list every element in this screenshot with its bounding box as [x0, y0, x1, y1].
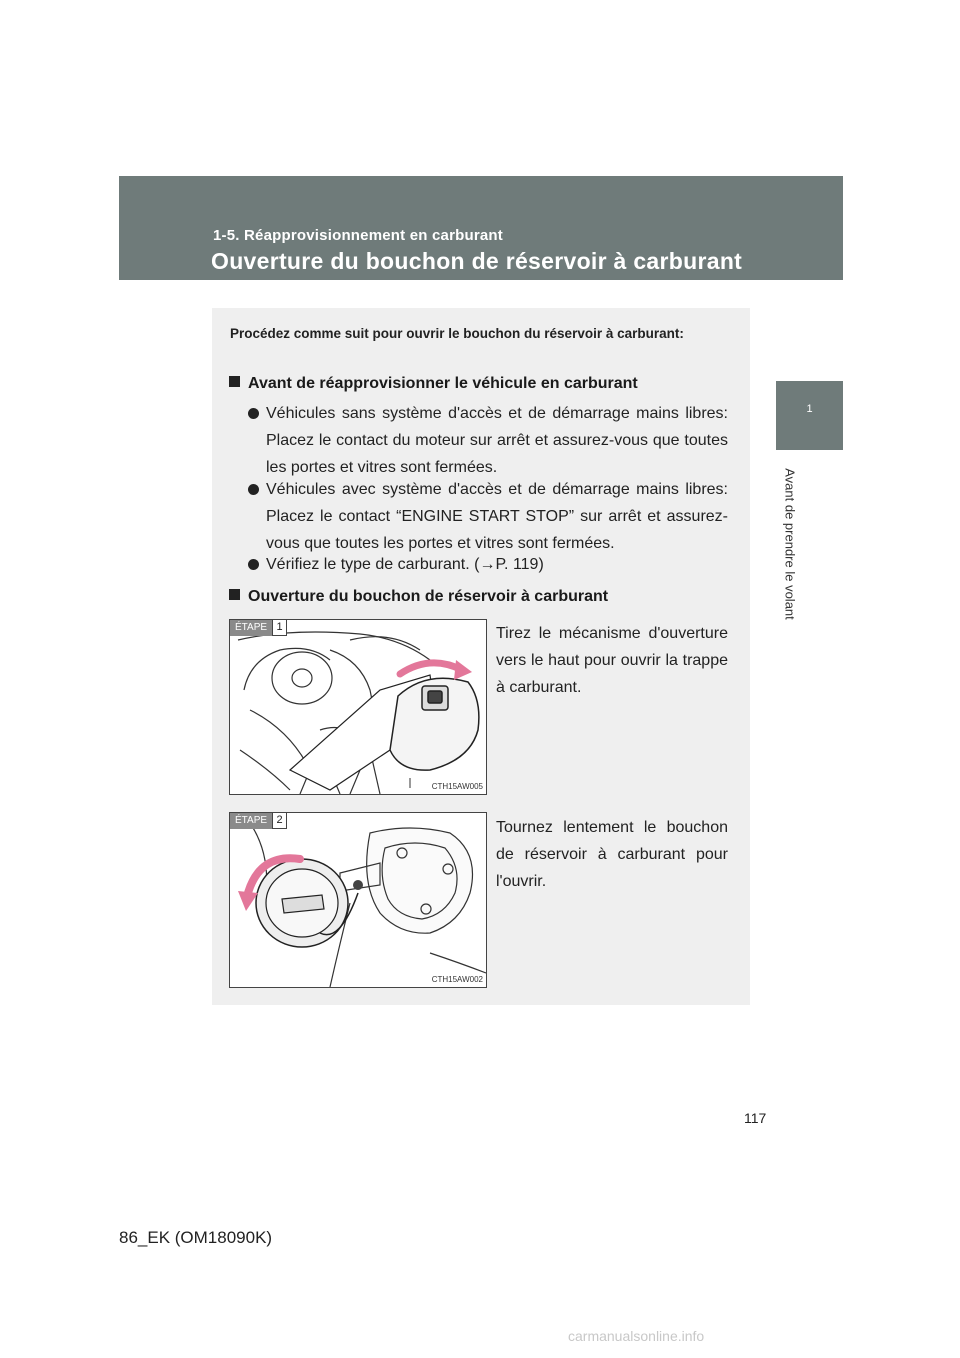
step1-figure-code: CTH15AW005: [431, 782, 483, 791]
section2-heading: [229, 588, 608, 606]
bullet-text: Vérifiez le type de carburant. (→P. 119): [266, 556, 544, 573]
step1-text: Tirez le mécanisme d'ouverture vers le haut pour ouvrir la trappe à carburant.: [496, 625, 728, 696]
bullet-text: Véhicules sans système d'accès et de démarrage mains libres: Placez le contact du moteur sur arrêt et assurez-vous que toutes les portes et vitres sont fermées.: [266, 405, 728, 476]
car-interior-illustration: [230, 620, 486, 794]
chapter-side-label: [772, 458, 808, 630]
intro-text: Procédez comme suit pour ouvrir le bouchon du réservoir à carburant:: [230, 326, 684, 341]
step2-figure-code: CTH15AW002: [431, 975, 483, 984]
page-number: 117: [744, 1110, 767, 1126]
square-bullet-icon: [229, 589, 240, 600]
page-title: Ouverture du bouchon de réservoir à carburant: [211, 248, 743, 274]
section1-heading: [229, 375, 638, 393]
step2-badge-number: 2: [272, 813, 287, 829]
watermark: carmanualsonline.info: [568, 1328, 705, 1344]
step2-badge: [230, 813, 287, 829]
section2-heading-text: Ouverture du bouchon de réservoir à carburant: [248, 588, 609, 605]
step1-badge-label: ÉTAPE: [230, 620, 272, 636]
bullet-item: [248, 551, 728, 578]
step1-badge: [230, 620, 287, 636]
bullet-item: [248, 400, 728, 481]
chapter-tab[interactable]: [776, 381, 843, 450]
square-bullet-icon: [229, 376, 240, 387]
round-bullet-icon: [248, 408, 259, 419]
bullet-text: Véhicules avec système d'accès et de démarrage mains libres: Placez le contact “ENGINE START STOP” sur arrêt et assurez-vous que toutes les portes et vitres sont fermées.: [266, 481, 728, 552]
step2-text: Tournez lentement le bouchon de réservoir à carburant pour l'ouvrir.: [496, 819, 728, 890]
footer-code: 86_EK (OM18090K): [119, 1228, 273, 1247]
section-label: 1-5. Réapprovisionnement en carburant: [213, 227, 503, 244]
step2-badge-label: ÉTAPE: [230, 813, 272, 829]
step1-badge-number: 1: [272, 620, 287, 636]
bullet-item: [248, 476, 728, 557]
section1-heading-text: Avant de réapprovisionner le véhicule en carburant: [248, 375, 638, 392]
round-bullet-icon: [248, 484, 259, 495]
chapter-side-label-text: Avant de prendre le volant: [782, 468, 798, 620]
step2-figure: [229, 812, 487, 988]
round-bullet-icon: [248, 559, 259, 570]
step1-figure: [229, 619, 487, 795]
chapter-number: 1: [806, 403, 813, 415]
fuel-cap-illustration: [230, 813, 486, 987]
